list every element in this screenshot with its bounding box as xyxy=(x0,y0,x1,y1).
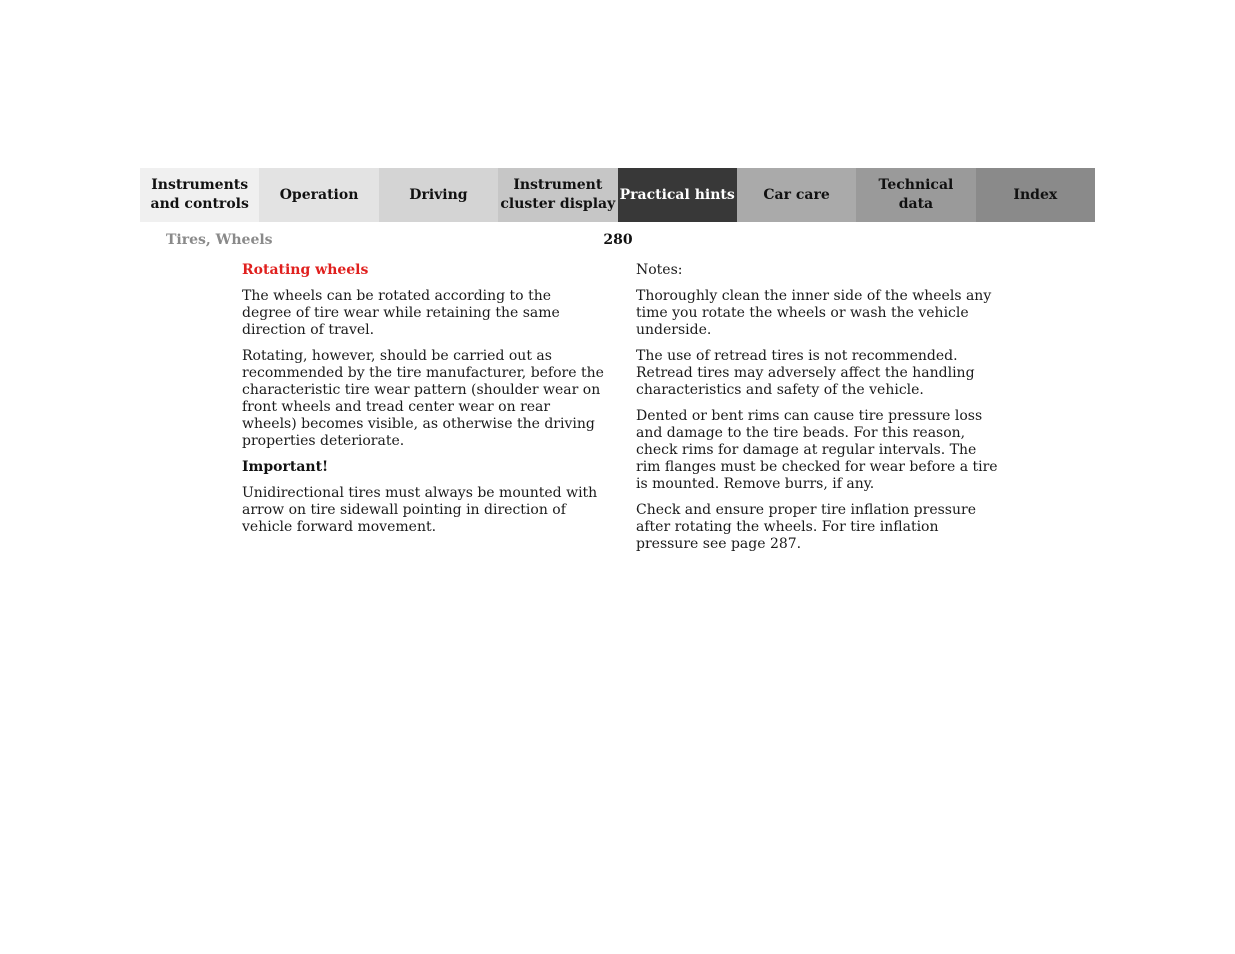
paragraph: The wheels can be rotated according to the degree of tire wear while retaining the same direction of travel. xyxy=(242,288,560,338)
note-paragraph: The use of retread tires is not recommended. Retread tires may adversely affect the handling characteristics and safety of the vehicle. xyxy=(636,348,975,398)
tab-driving[interactable]: Driving xyxy=(379,168,498,222)
tab-technical-data[interactable]: Technical data xyxy=(856,168,975,222)
note-paragraph: Dented or bent rims can cause tire pressure loss and damage to the tire beads. For this reason, check rims for damage at regular intervals. The rim flanges must be checked for wear before a tire is mounted. Remove burrs, if any. xyxy=(636,408,998,492)
section-title: Tires, Wheels xyxy=(166,232,273,248)
page-number: 280 xyxy=(603,232,633,248)
tab-car-care[interactable]: Car care xyxy=(737,168,856,222)
left-column xyxy=(242,262,604,545)
tab-instrument-cluster-display[interactable]: Instrument cluster display xyxy=(498,168,617,222)
rotating-wheels-heading: Rotating wheels xyxy=(242,262,369,278)
note-paragraph: Check and ensure proper tire inflation pressure after rotating the wheels. For tire inflation pressure see page 287. xyxy=(636,502,976,552)
important-paragraph: Unidirectional tires must always be mounted with arrow on tire sidewall pointing in direction of vehicle forward movement. xyxy=(242,485,598,535)
important-heading: Important! xyxy=(242,459,329,475)
notes-label: Notes: xyxy=(636,262,683,278)
tab-index[interactable]: Index xyxy=(976,168,1095,222)
right-column xyxy=(636,262,998,562)
chapter-tab-bar xyxy=(140,168,1095,222)
tab-practical-hints[interactable]: Practical hints xyxy=(618,168,737,222)
note-paragraph: Thoroughly clean the inner side of the wheels any time you rotate the wheels or wash the vehicle underside. xyxy=(636,288,992,338)
paragraph: Rotating, however, should be carried out as recommended by the tire manufacturer, before the characteristic tire wear pattern (shoulder wear on front wheels and tread center wear on rear wheels) becomes visible, as otherwise the driving properties deteriorate. xyxy=(242,348,604,449)
tab-instruments-and-controls[interactable]: Instruments and controls xyxy=(140,168,259,222)
tab-operation[interactable]: Operation xyxy=(259,168,378,222)
